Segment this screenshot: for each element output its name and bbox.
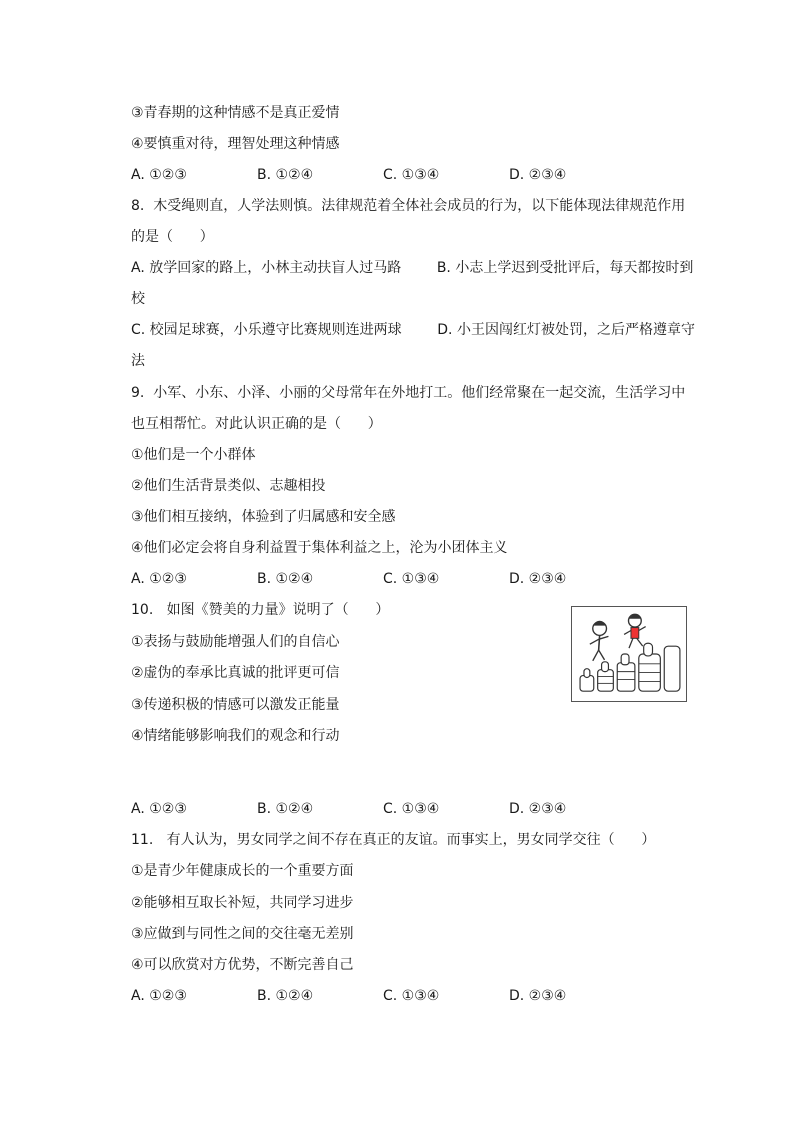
- q11-stem: 11. 有人认为，男女同学之间不存在真正的友谊。而事实上，男女同学交往（ ）: [131, 832, 656, 848]
- q9-statement-3: ③他们相互接纳，体验到了归属感和安全感: [131, 509, 396, 525]
- q10-option-d[interactable]: D. ②③④: [509, 801, 567, 817]
- q7-option-c[interactable]: C. ①③④: [383, 167, 440, 183]
- q9-stem-line-1: 9. 小军、小东、小泽、小丽的父母常年在外地打工。他们经常聚在一起交流，生活学习中: [131, 385, 686, 401]
- q10-option-b[interactable]: B. ①②④: [257, 801, 314, 817]
- q7-option-d[interactable]: D. ②③④: [509, 167, 567, 183]
- q10-statement-3: ③传递积极的情感可以激发正能量: [131, 697, 340, 713]
- q8-options-ab-cont: 校: [131, 291, 145, 307]
- q7-option-b[interactable]: B. ①②④: [257, 167, 314, 183]
- q10-statement-4: ④情绪能够影响我们的观念和行动: [131, 728, 340, 744]
- q7-option-a[interactable]: A. ①②③: [131, 167, 187, 183]
- q11-statement-3: ③应做到与同性之间的交往毫无差别: [131, 926, 354, 942]
- q9-option-b[interactable]: B. ①②④: [257, 571, 314, 587]
- q9-statement-1: ①他们是一个小群体: [131, 447, 256, 463]
- q9-option-a[interactable]: A. ①②③: [131, 571, 187, 587]
- q8-options-ab[interactable]: A. 放学回家的路上，小林主动扶盲人过马路 B. 小志上学迟到受批评后，每天都按时到: [131, 260, 694, 276]
- q8-stem-line-1: 8. 木受绳则直，人学法则慎。法律规范着全体社会成员的行为，以下能体现法律规范作用: [131, 198, 686, 214]
- q8-options-cd-cont: 法: [131, 353, 145, 369]
- q11-option-c[interactable]: C. ①③④: [383, 988, 440, 1004]
- q7-statement-3: ③青春期的这种情感不是真正爱情: [131, 105, 340, 121]
- q9-stem-line-2: 也互相帮忙。对此认识正确的是（ ）: [131, 416, 382, 432]
- q8-options-cd[interactable]: C. 校园足球赛，小乐遵守比赛规则连进两球 D. 小王因闯红灯被处罚，之后严格遵章守: [131, 322, 695, 338]
- q9-statement-2: ②他们生活背景类似、志趣相投: [131, 478, 326, 494]
- q10-stem: 10. 如图《赞美的力量》说明了（ ）: [131, 602, 390, 618]
- q10-option-c[interactable]: C. ①③④: [383, 801, 440, 817]
- q11-statement-1: ①是青少年健康成长的一个重要方面: [131, 863, 354, 879]
- q8-stem-line-2: 的是（ ）: [131, 229, 214, 245]
- q10-statement-2: ②虚伪的奉承比真诚的批评更可信: [131, 665, 340, 681]
- q10-option-a[interactable]: A. ①②③: [131, 801, 187, 817]
- q7-statement-4: ④要慎重对待，理智处理这种情感: [131, 136, 340, 152]
- q11-option-d[interactable]: D. ②③④: [509, 988, 567, 1004]
- q11-option-b[interactable]: B. ①②④: [257, 988, 314, 1004]
- q9-statement-4: ④他们必定会将自身利益置于集体利益之上，沦为小团体主义: [131, 540, 508, 556]
- q11-option-a[interactable]: A. ①②③: [131, 988, 187, 1004]
- praise-illustration: [571, 606, 687, 702]
- q11-statement-2: ②能够相互取长补短，共同学习进步: [131, 895, 354, 911]
- q11-statement-4: ④可以欣赏对方优势，不断完善自己: [131, 957, 354, 973]
- thumbs-up-icon: [572, 607, 686, 701]
- q9-option-c[interactable]: C. ①③④: [383, 571, 440, 587]
- q10-statement-1: ①表扬与鼓励能增强人们的自信心: [131, 634, 340, 650]
- q9-option-d[interactable]: D. ②③④: [509, 571, 567, 587]
